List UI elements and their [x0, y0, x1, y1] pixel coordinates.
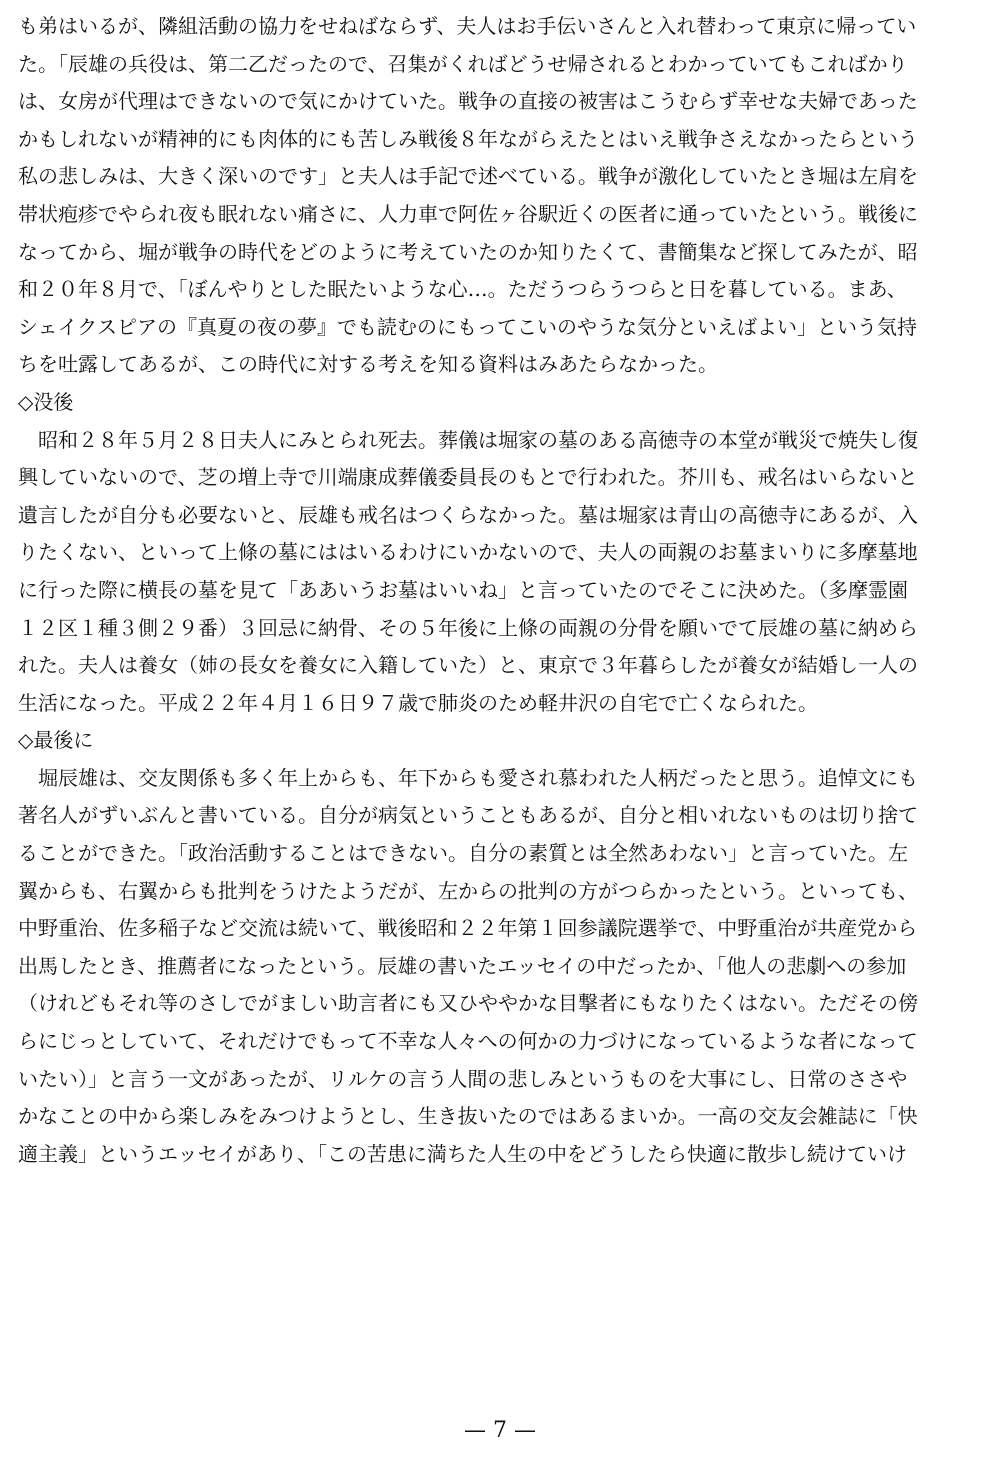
text-line: ちを吐露してあるが、この時代に対する考えを知る資料はみあたらなかった。 — [18, 352, 718, 377]
text-line: かもしれないが精神的にも肉体的にも苦しみ戦後８年ながらえたとはいえ戦争さえなかったらという — [18, 126, 918, 151]
text-line: らにじっとしていて、それだけでもって不幸な人々への何かの力づけになっているような者になって — [18, 1029, 918, 1054]
text-line: シェイクスピアの『真夏の夜の夢』でも読むのにもってこいのやうな気分といえばよい」という気持 — [18, 314, 917, 339]
text-line: も弟はいるが、隣組活動の協力をせねばならず、夫人はお手伝いさんと入れ替わって東京に帰ってい — [18, 14, 917, 38]
text-line: 私の悲しみは、大きく深いのです」と夫人は手記で述べている。戦争が激化していたとき堀は左肩を — [18, 164, 918, 189]
section-heading-botsugo: ◇没後 — [18, 389, 74, 414]
text-line: １２区１種３側２９番）３回忌に納骨、その５年後に上條の両親の分骨を願いでて辰雄の墓に納めら — [18, 615, 918, 640]
text-line: （けれどもそれ等のさしでがましい助言者にも又ひややかな目撃者にもなりたくはない。ただその傍 — [18, 991, 918, 1016]
text-line: 出馬したとき、推薦者になったという。辰雄の書いたエッセイの中だったか、「他人の悲劇への参加 — [18, 953, 907, 978]
text-line: 著名人がずいぶんと書いている。自分が病気ということもあるが、自分と相いれないものは切り捨て — [18, 803, 918, 828]
text-line: れた。夫人は養女（姉の長女を養女に入籍していた）と、東京で３年暮らしたが養女が結婚し一人の — [18, 653, 918, 678]
text-line: に行った際に横長の墓を見て「ああいうお墓はいいね」と言っていたのでそこに決めた。（多摩霊園 — [18, 577, 908, 602]
text-line: 和２０年８月で、「ぼんやりとした眠たいような心…。ただうつらうつらと日を暮している。まあ、 — [18, 277, 907, 302]
text-line: 翼からも、右翼からも批判をうけたようだが、左からの批判の方がつらかったという。といっても、 — [18, 878, 918, 903]
text-line: なってから、堀が戦争の時代をどのように考えていたのか知りたくて、書簡集など探してみたが、昭 — [18, 239, 918, 264]
text-line: ることができた。「政治活動することはできない。自分の素質とは全然あわない」と言っていた。左 — [18, 841, 908, 866]
section-heading-saigo-ni: ◇最後に — [18, 728, 94, 753]
text-line: 適主義」というエッセイがあり、「この苦患に満ちた人生の中をどうしたら快適に散歩し続けていけ — [18, 1141, 907, 1166]
text-line: 生活になった。平成２２年４月１６日９７歳で肺炎のため軽井沢の自宅で亡くなられた。 — [18, 690, 818, 715]
text-line: は、女房が代理はできないので気にかけていた。戦争の直接の被害はこうむらず幸せな夫婦であった — [18, 89, 918, 114]
text-line: いたい）」と言う一文があったが、リルケの言う人間の悲しみというものを大事にし、日常のささや — [18, 1066, 908, 1091]
text-line: 堀辰雄は、交友関係も多く年上からも、年下からも愛され慕われた人柄だったと思う。追悼文にも — [18, 765, 918, 790]
text-line: 興していないので、芝の増上寺で川端康成葬儀委員長のもとで行われた。芥川も、戒名はいらないと — [18, 465, 918, 490]
text-line: りたくない、といって上條の墓にははいるわけにいかないので、夫人の両親のお墓まいりに多摩墓地 — [18, 540, 918, 565]
page-number: — 7 — — [464, 1418, 536, 1443]
text-line: かなことの中から楽しみをみつけようとし、生き抜いたのではあるまいか。一高の交友会雑誌に「快 — [18, 1104, 918, 1129]
text-line: 中野重治、佐多稲子など交流は続いて、戦後昭和２２年第１回参議院選挙で、中野重治が共産党から — [18, 916, 918, 941]
text-line: 昭和２８年５月２８日夫人にみとられ死去。葬儀は堀家の墓のある高徳寺の本堂が戦災で焼失し復 — [18, 427, 918, 452]
body-text — [18, 8, 978, 1173]
text-line: 遺言したが自分も必要ないと、辰雄も戒名はつくらなかった。墓は堀家は青山の高徳寺にあるが、入 — [18, 502, 918, 527]
text-line: た。「辰雄の兵役は、第二乙だったので、召集がくればどうせ帰されるとわかっていてもこればかり — [18, 51, 908, 76]
text-line: 帯状疱疹でやられ夜も眠れない痛さに、人力車で阿佐ヶ谷駅近くの医者に通っていたという。戦後に — [18, 201, 918, 226]
